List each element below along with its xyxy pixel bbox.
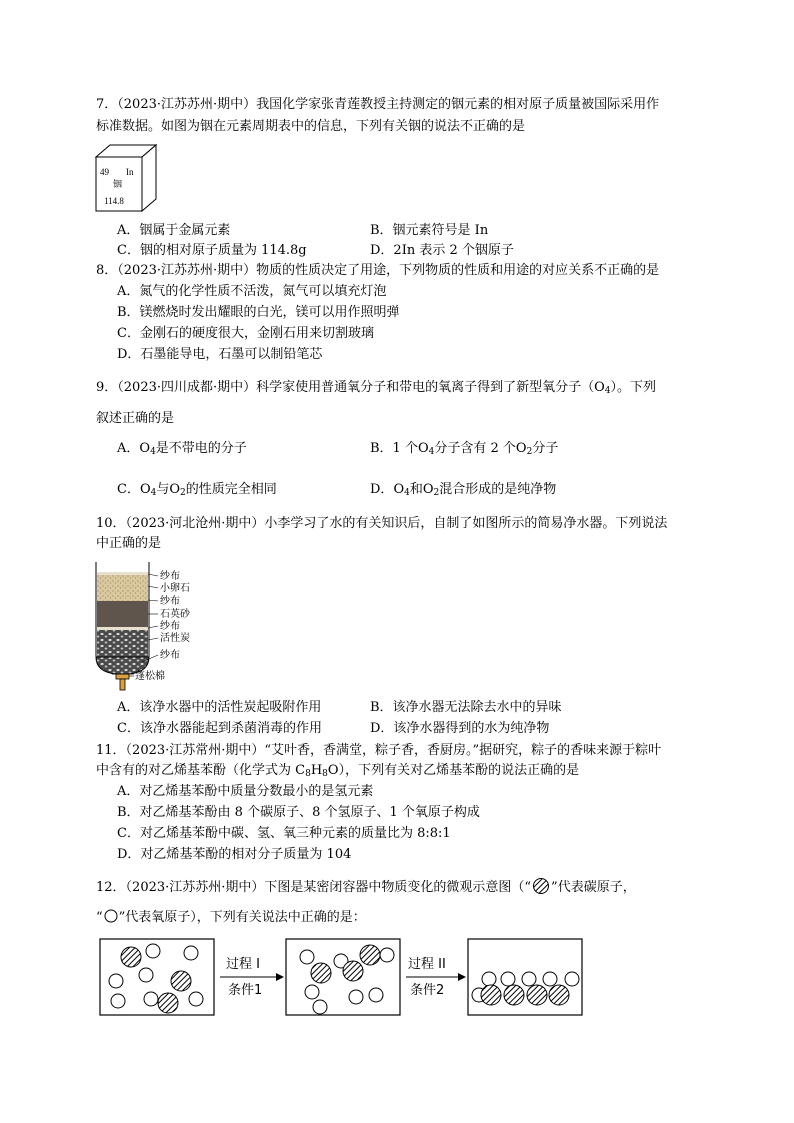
q11-option-c[interactable]: C．对乙烯基苯酚中碳、氢、氧三种元素的质量比为 8:8:1: [117, 826, 451, 841]
q9-option-b[interactable]: B．1 个$O_4$分子含有 2 个$O_2$分子: [370, 441, 559, 457]
q7-option-c[interactable]: C．铟的相对原子质量为 114.8g: [117, 243, 307, 258]
label-gauze-3: 纱布: [160, 621, 180, 632]
q8-option-b[interactable]: B．镁燃烧时发出耀眼的白光，镁可以用作照明弹: [117, 305, 400, 320]
q11-stem-line1: 11．（2023·江苏常州·期中）“艾叶香，香满堂，粽子香，香厨房。”据研究，粽子的香味来源于粽叶: [96, 743, 662, 758]
label-gauze-1: 纱布: [160, 571, 180, 582]
q9-option-a[interactable]: A．$O_4$是不带电的分子: [117, 441, 247, 457]
q11-stem-line2: 中含有的对乙烯基苯酚（化学式为 $C_8H_8O$），下列有关对乙烯基苯酚的说法正确的是: [96, 763, 580, 779]
label-activated-carbon: 活性炭: [160, 633, 190, 644]
q10-option-d[interactable]: D．该净水器得到的水为纯净物: [370, 721, 550, 736]
q7-option-a[interactable]: A．铟属于金属元素: [117, 223, 231, 238]
q7-stem-line1: 7．（2023·江苏苏州·期中）我国化学家张青莲教授主持测定的铟元素的相对原子质量被国际采用作: [96, 97, 660, 112]
q9-option-c[interactable]: C．$O_4$与$O_2$的性质完全相同: [117, 482, 277, 498]
element-cell-figure: [94, 143, 158, 213]
q9-stem-line2: 叙述正确的是: [96, 411, 175, 426]
q10-stem-line2: 中正确的是: [96, 536, 162, 551]
q9-stem-line1: 9．（2023·四川成都·期中）科学家使用普通氧分子和带电的氧离子得到了新型氧分子$(O_4)$。下列: [96, 380, 657, 396]
water-purifier-figure: [92, 560, 212, 695]
condition-2-label: 条件2: [410, 983, 445, 998]
atomic-mass: 114.8: [104, 196, 124, 206]
q10-option-b[interactable]: B．该净水器无法除去水中的异味: [370, 700, 562, 715]
microscopic-process-diagram: [96, 935, 696, 1019]
condition-1-label: 条件1: [228, 983, 263, 998]
q8-option-a[interactable]: A．氮气的化学性质不活泼，氮气可以填充灯泡: [117, 284, 387, 299]
q7-stem-line2: 标准数据。如图为铟在元素周期表中的信息，下列有关铟的说法不正确的是: [96, 119, 526, 134]
atomic-number: 49: [100, 167, 109, 177]
carbon-atom-icon: [531, 878, 551, 894]
oxygen-atom-icon: [103, 909, 119, 923]
label-cotton: 蓬松棉: [135, 671, 165, 682]
label-gauze-2: 纱布: [160, 596, 180, 607]
q11-option-b[interactable]: B．对乙烯基苯酚由 8 个碳原子、8 个氢原子、1 个氧原子构成: [117, 805, 480, 820]
label-pebbles: 小卵石: [160, 583, 190, 594]
q8-stem: 8．（2023·江苏苏州·期中）物质的性质决定了用途，下列物质的性质和用途的对应关系不正确的是: [96, 263, 660, 278]
q12-stem-line1: 12．（2023·江苏苏州·期中）下图是某密闭容器中物质变化的微观示意图（“ ”代表碳原子，: [96, 880, 636, 895]
q8-option-d[interactable]: D．石墨能导电，石墨可以制铅笔芯: [117, 347, 323, 362]
process-2-label: 过程 II: [408, 957, 446, 972]
q7-option-d[interactable]: D．2In 表示 2 个铟原子: [370, 243, 514, 258]
q8-option-c[interactable]: C．金刚石的硬度很大，金刚石用来切割玻璃: [117, 326, 374, 341]
label-gauze-4: 纱布: [160, 650, 180, 661]
process-1-label: 过程 I: [226, 957, 260, 972]
q11-option-d[interactable]: D．对乙烯基苯酚的相对分子质量为 104: [117, 847, 352, 862]
q10-stem-line1: 10．（2023·河北沧州·期中）小李学习了水的有关知识后，自制了如图所示的简易净水器。下列说法: [96, 516, 668, 531]
element-symbol: In: [126, 167, 134, 177]
q12-stem-line2: “ ”代表氧原子），下列有关说法中正确的是：: [96, 910, 366, 925]
q11-option-a[interactable]: A．对乙烯基苯酚中质量分数最小的是氢元素: [117, 784, 374, 799]
q7-option-b[interactable]: B．铟元素符号是 In: [370, 223, 489, 238]
q10-option-c[interactable]: C．该净水器能起到杀菌消毒的作用: [117, 721, 322, 736]
label-quartz-sand: 石英砂: [160, 609, 190, 620]
element-name: 铟: [113, 180, 123, 190]
q10-option-a[interactable]: A．该净水器中的活性炭起吸附作用: [117, 700, 322, 715]
q9-option-d[interactable]: D．$O_4$和$O_2$混合形成的是纯净物: [370, 482, 557, 498]
